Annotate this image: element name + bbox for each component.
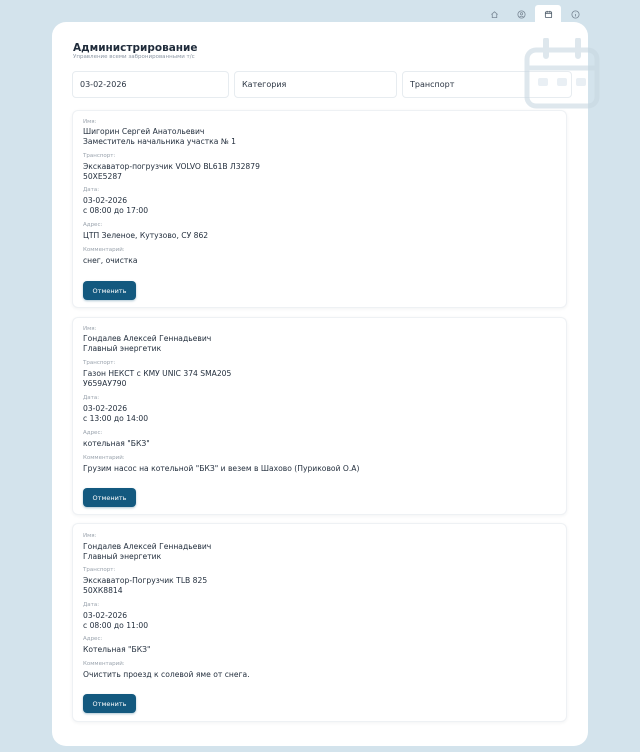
booking-card: [72, 317, 567, 515]
booking-vehicle: Экскаватор-погрузчик VOLVO BL61B Л32879: [83, 162, 260, 171]
booking-address: котельная "БКЗ": [83, 439, 150, 448]
page-title: Администрирование: [73, 42, 198, 54]
booking-plate: 50ХК8814: [83, 586, 123, 595]
booking-address: ЦТП Зеленое, Кутузово, СУ 862: [83, 231, 209, 240]
booking-time: с 08:00 до 17:00: [83, 206, 149, 215]
comment-label: Комментарий:: [83, 455, 125, 461]
booking-time: с 08:00 до 11:00: [83, 621, 149, 630]
transport-label: Транспорт:: [83, 360, 116, 366]
booking-card: [72, 523, 567, 722]
booking-name: Гондалев Алексей Геннадьевич: [83, 542, 212, 551]
booking-position: Главный энергетик: [83, 344, 162, 353]
transport-label: Транспорт:: [83, 153, 116, 159]
booking-name: Гондалев Алексей Геннадьевич: [83, 334, 212, 343]
booking-date: 03-02-2026: [83, 196, 128, 205]
home-icon: [490, 10, 499, 19]
address-label: Адрес:: [83, 636, 103, 642]
cancel-button[interactable]: Отменить: [83, 281, 136, 300]
transport-label: Транспорт:: [83, 567, 116, 573]
calendar-icon: [544, 10, 553, 19]
booking-name: Шигорин Сергей Анатольевич: [83, 127, 205, 136]
booking-card: [72, 110, 567, 308]
calendar-decoration-icon: [524, 38, 600, 110]
name-label: Имя:: [83, 326, 97, 332]
comment-label: Комментарий:: [83, 247, 125, 253]
comment-label: Комментарий:: [83, 661, 125, 667]
page-subtitle: Управление всеми забронированными т/с: [73, 54, 195, 60]
booking-address: Котельная "БКЗ": [83, 645, 151, 654]
category-filter[interactable]: Категория: [234, 71, 397, 98]
booking-plate: У659АУ790: [83, 379, 127, 388]
cancel-button[interactable]: Отменить: [83, 694, 136, 713]
booking-position: Главный энергетик: [83, 552, 162, 561]
transport-filter[interactable]: Транспорт: [402, 71, 572, 98]
booking-date: 03-02-2026: [83, 404, 128, 413]
booking-comment: Очистить проезд к солевой яме от снега.: [83, 670, 250, 679]
booking-vehicle: Газон НЕКСТ с КМУ UNIC 374 SMA205: [83, 369, 232, 378]
date-label: Дата:: [83, 602, 100, 608]
booking-vehicle: Экскаватор-Погрузчик TLB 825: [83, 576, 208, 585]
booking-comment: снег, очистка: [83, 256, 138, 265]
user-icon: [517, 10, 526, 19]
address-label: Адрес:: [83, 430, 103, 436]
date-filter[interactable]: 03-02-2026: [72, 71, 229, 98]
booking-position: Заместитель начальника участка № 1: [83, 137, 236, 146]
name-label: Имя:: [83, 533, 97, 539]
booking-comment: Грузим насос на котельной "БКЗ" и везем в Шахово (Пуриковой О.А): [83, 464, 360, 473]
date-label: Дата:: [83, 395, 100, 401]
name-label: Имя:: [83, 119, 97, 125]
date-label: Дата:: [83, 187, 100, 193]
address-label: Адрес:: [83, 222, 103, 228]
cancel-button[interactable]: Отменить: [83, 488, 136, 507]
booking-date: 03-02-2026: [83, 611, 128, 620]
booking-time: с 13:00 до 14:00: [83, 414, 149, 423]
admin-panel: [52, 22, 588, 746]
booking-plate: 50ХЕ5287: [83, 172, 122, 181]
info-icon: [571, 10, 580, 19]
